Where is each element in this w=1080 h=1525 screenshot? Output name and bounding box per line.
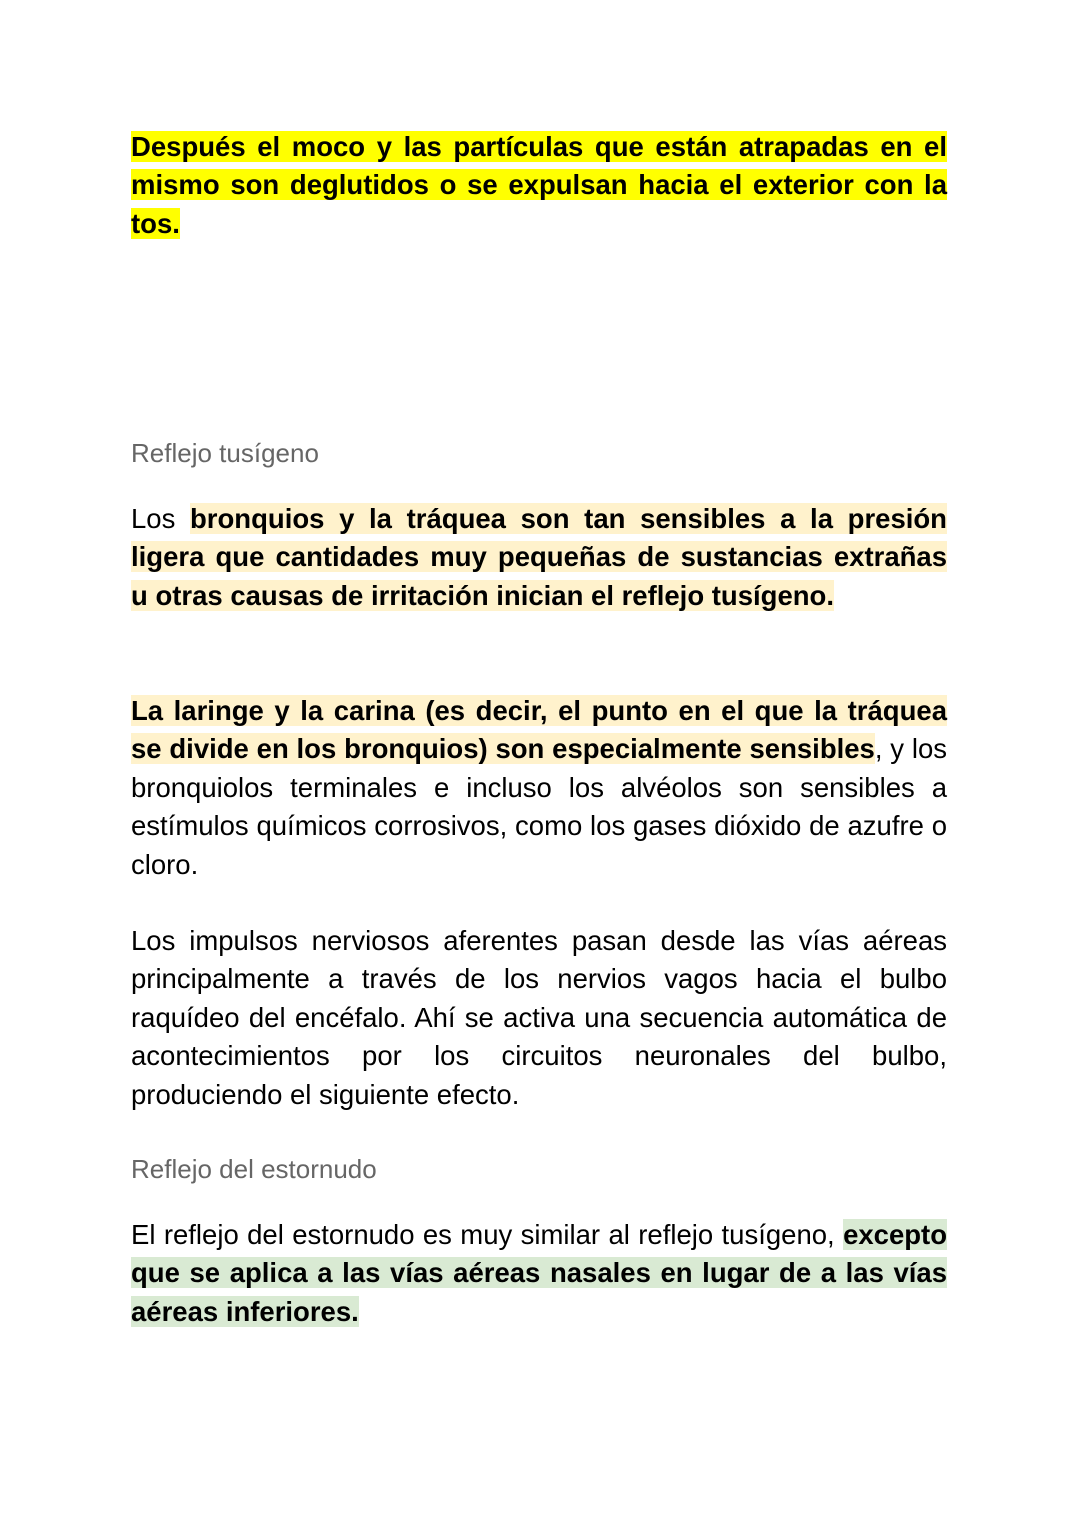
heading-reflejo-tusigeno: Reflejo tusígeno xyxy=(131,438,319,468)
paragraph-tusigeno-intro xyxy=(131,500,947,615)
paragraph-estornudo xyxy=(131,1216,947,1331)
paragraph-impulsos-nerviosos: Los impulsos nerviosos aferentes pasan desde las vías aéreas principalmente a través de los nervios vagos hacia el bulbo raquídeo del encéfalo. Ahí se activa una secuencia automática de acontecimientos por los circuitos neuronales del bulbo, produciendo el siguiente efecto. xyxy=(131,925,947,1110)
paragraph-lead: Los xyxy=(131,503,190,534)
paragraph-rest: , y los bronquiolos terminales e incluso los alvéolos son sensibles a estímulos químicos corrosivos, como los gases dióxido de azufre o cloro. xyxy=(131,733,948,880)
paragraph-laringe-carina xyxy=(131,692,947,884)
highlighted-text: La laringe y la carina (es decir, el punto en el que la tráquea se divide en los bronquios) son especialmente sensibles xyxy=(131,695,947,765)
highlighted-text: Después el moco y las partículas que están atrapadas en el mismo son deglutidos o se expulsan hacia el exterior con la tos. xyxy=(131,131,947,239)
highlighted-text: excepto que se aplica a las vías aéreas nasales en lugar de a las vías aéreas inferiores. xyxy=(131,1219,947,1327)
paragraph-mucus-expulsion xyxy=(131,128,947,243)
paragraph-lead: El reflejo del estornudo es muy similar al reflejo tusígeno, xyxy=(131,1219,844,1250)
highlighted-text: bronquios y la tráquea son tan sensibles a la presión ligera que cantidades muy pequeñas de sustancias extrañas u otras causas de irritación inician el reflejo tusígeno. xyxy=(131,503,947,611)
heading-reflejo-estornudo: Reflejo del estornudo xyxy=(131,1154,377,1184)
